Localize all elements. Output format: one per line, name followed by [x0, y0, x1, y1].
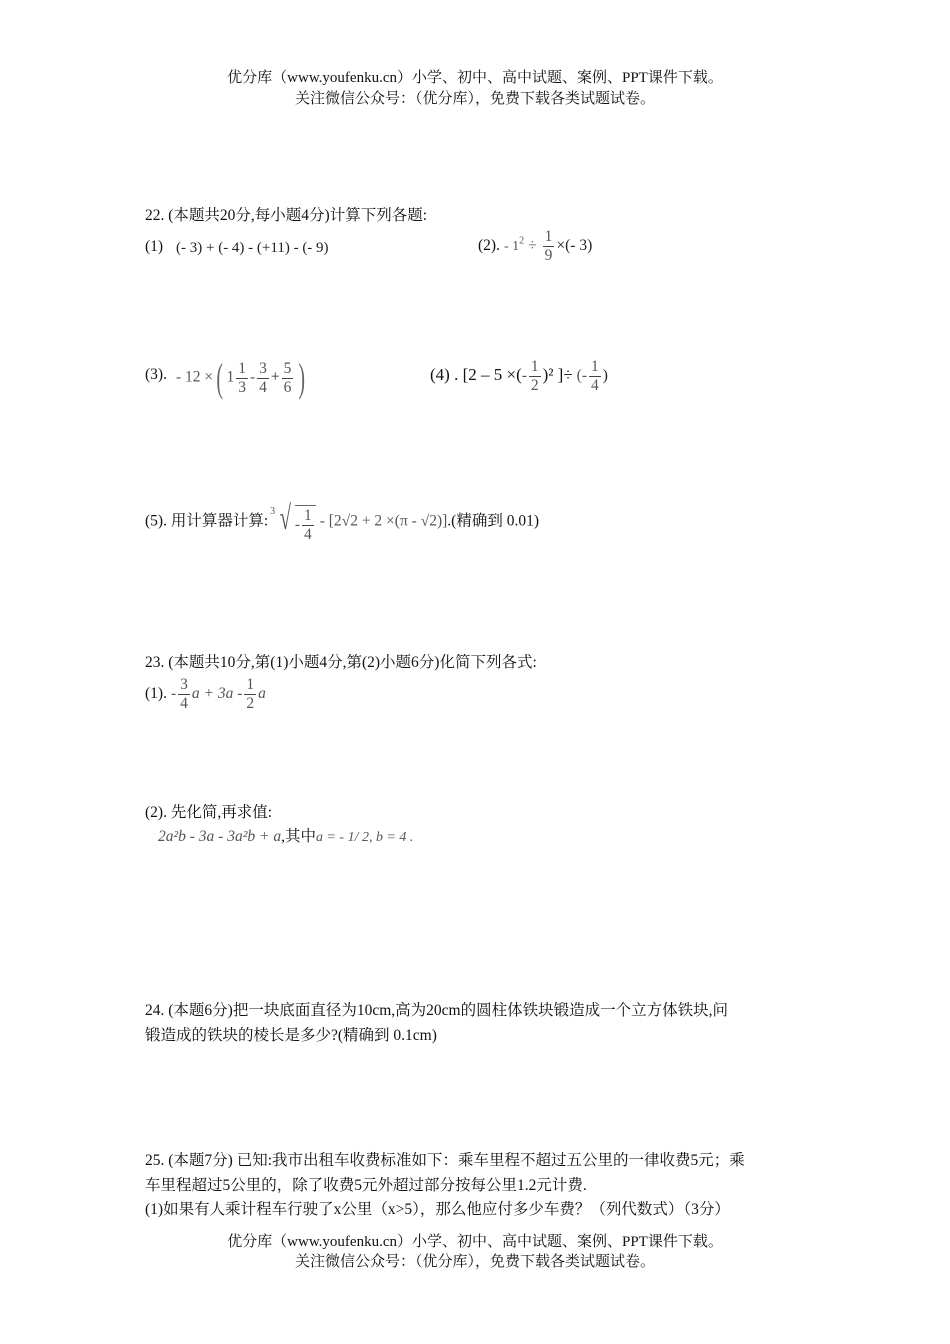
- q24-line-2: 锻造成的铁块的棱长是多少?(精确到 0.1cm): [145, 1027, 437, 1044]
- q23-p1-minus: -: [170, 684, 177, 702]
- q22-p5-frac: $\frac{1}{4}$: [303, 507, 312, 543]
- q22-p2-minus: - 1: [503, 238, 520, 254]
- q22-p4-mid: )² ]÷: [542, 364, 573, 384]
- q22-p4-frac1: $\frac{1}{2}$: [530, 358, 539, 394]
- q22-p2-label: (2).: [478, 236, 500, 254]
- q23-title: 23. (本题共10分,第(1)小题4分,第(2)小题6分)化简下列各式:: [145, 654, 537, 671]
- q25-line-1: 25. (本题7分) 已知:我市出租车收费标准如下：乘车里程不超过五公里的一律收费5元；乘: [145, 1152, 745, 1169]
- q22-p4-label: (4) . [2 – 5 ×(: [430, 364, 522, 384]
- q22-p2: [478, 228, 592, 265]
- footer-line-1: 优分库（www.youfenku.cn）小学、初中、高中试题、案例、PPT课件下载。: [227, 1234, 723, 1250]
- q22-p5-label: (5). 用计算器计算:: [145, 512, 269, 530]
- q22-p5-tail: .(精确到 0.01): [447, 512, 539, 530]
- q25-line-2: 车里程超过5公里的，除了收费5元外超过部分按每公里1.2元计费.: [145, 1177, 587, 1194]
- q23-p1-end: a: [258, 684, 266, 702]
- q22-p3-frac1: $\frac{1}{3}$: [238, 359, 246, 396]
- q22-p1-expr: (- 3) + (- 4) - (+11) - (- 9): [176, 240, 329, 256]
- q22-p4-open: (-: [576, 366, 587, 384]
- radical-icon: √: [279, 500, 292, 537]
- q22-p3-lead: - 12 ×: [176, 368, 214, 386]
- cube-root: [272, 500, 316, 544]
- q22-p5-rad-minus: -: [294, 516, 300, 533]
- q22-p2-sup: 2: [519, 235, 525, 247]
- q22-p5: [145, 500, 539, 544]
- footer-line-2: 关注微信公众号：（优分库），免费下载各类试题试卷。: [294, 1254, 655, 1270]
- q22-p3-frac3: $\frac{5}{6}$: [283, 359, 292, 396]
- q23-p1-frac2: $\frac{1}{2}$: [246, 676, 255, 712]
- q22-p4-minus: -: [521, 366, 527, 384]
- q22-p3-minus: -: [249, 368, 256, 386]
- q22-p3-label: (3).: [145, 366, 167, 383]
- q22-p3-plus: +: [270, 368, 280, 386]
- q22-p2-fraction: $\frac{1}{9}$: [544, 228, 553, 264]
- q23-p2-label: (2). 先化简,再求值:: [145, 804, 273, 821]
- q22-p2-div: ÷: [528, 236, 537, 254]
- q23-p1: [145, 676, 266, 713]
- left-paren-icon: (: [216, 355, 224, 400]
- q22-p5-rest: - [2√2 + 2 ×(π - √2)]: [319, 512, 448, 530]
- q22-p4: [430, 358, 608, 395]
- q22-p4-frac2: $\frac{1}{4}$: [590, 358, 599, 394]
- q25-line-3: (1)如果有人乘计程车行驶了x公里（x>5），那么他应付多少车费？（列代数式）（3分）: [145, 1201, 730, 1218]
- q22-p3-expr: [176, 355, 309, 400]
- q22-p4-close: ): [602, 366, 608, 384]
- right-paren-icon: ): [298, 355, 306, 400]
- header-line-2: 关注微信公众号：（优分库），免费下载各类试题试卷。: [294, 91, 655, 107]
- q23-p2-cond: a = - 1/ 2, b = 4 .: [315, 830, 414, 845]
- q23-p1-frac1: $\frac{3}{4}$: [180, 676, 188, 712]
- q23-p2-expr: 2a²b - 3a - 3a²b + a: [158, 828, 282, 845]
- q22-p3-frac2: $\frac{3}{4}$: [259, 359, 267, 396]
- q24-line-1: 24. (本题6分)把一块底面直径为10cm,高为20cm的圆柱体铁块锻造成一个立方体铁块,问: [145, 1002, 728, 1019]
- q22-title: 22. (本题共20分,每小题4分)计算下列各题:: [145, 207, 428, 224]
- header-line-1: 优分库（www.youfenku.cn）小学、初中、高中试题、案例、PPT课件下载。: [227, 70, 723, 86]
- root-index: 3: [270, 506, 276, 517]
- q23-p1-mid: a + 3a -: [191, 684, 243, 702]
- q23-p2-cond-prefix: ,其中: [281, 828, 316, 845]
- q23-p1-label: (1).: [145, 684, 167, 702]
- q22-p2-tail: ×(- 3): [556, 236, 593, 254]
- q23-p2-line: [158, 824, 413, 846]
- q22-p1-label: (1): [145, 238, 164, 255]
- q22-p3-one: 1: [226, 368, 235, 386]
